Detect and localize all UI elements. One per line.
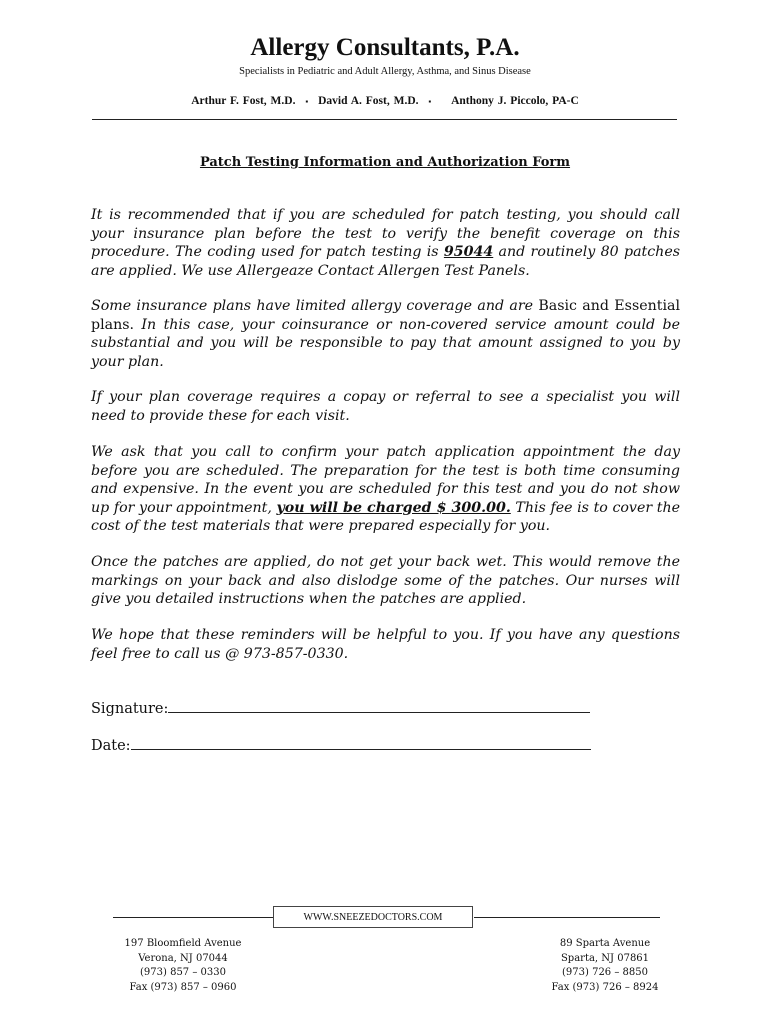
address-line: 89 Sparta Avenue [559, 938, 651, 949]
paragraph-limited-coverage [91, 297, 680, 371]
bullet-separator: ▪ [428, 96, 432, 106]
paragraph-text: Some insurance plans have limited allergy coverage and are [91, 298, 539, 314]
paragraph-copay: If your plan coverage requires a copay or referral to see a specialist you will need to provide these for each visit. [91, 389, 680, 424]
signature-line[interactable] [168, 698, 590, 713]
address-line: Verona, NJ 07044 [138, 952, 228, 964]
practice-subtitle: Specialists in Pediatric and Adult Allergy, Asthma, and Sinus Disease [239, 66, 531, 77]
form-title: Patch Testing Information and Authorization Form [199, 155, 571, 170]
paragraph-text: and routinely 80 patches are applied. We use Allergeaze Contact Allergen Test Panels. [91, 244, 680, 279]
verona-address [113, 937, 253, 995]
address-line: (973) 857 – 0330 [140, 967, 226, 978]
signature-label: Signature: [91, 701, 169, 717]
doctor-list [0, 95, 770, 107]
procedure-code: 95044 [443, 244, 494, 261]
address-line: 197 Bloomfield Avenue [124, 938, 242, 949]
header-divider [92, 119, 677, 120]
paragraph-text: We ask that you call to confirm your patch application appointment the day before you are scheduled. The preparation for the test is both time consuming and expensive. In the event you are scheduled for this test and you do not show up for your appointment, [91, 444, 680, 516]
paragraph-text: This fee is to cover the cost of the test materials that were prepared especially for you. [91, 499, 680, 535]
date-line[interactable] [131, 735, 591, 750]
date-field[interactable] [91, 735, 591, 754]
paragraph-text: In this case, your coinsurance or non-covered service amount could be substantial and you will be responsible to pay that amount assigned to you by your plan. [91, 316, 680, 370]
address-line: (973) 726 – 8850 [562, 967, 648, 978]
footer-rule-right [474, 917, 660, 918]
sparta-address [530, 937, 680, 995]
date-label: Date: [91, 738, 131, 754]
paragraph-text: It is recommended that if you are scheduled for patch testing, you should call your insurance plan before the test to verify the benefit coverage on this procedure. The coding used for patch testing is [91, 207, 680, 261]
plan-names: Basic and Essential plans. [91, 298, 680, 333]
bullet-separator: ▪ [305, 96, 309, 106]
doctor-name: Arthur F. Fost, M.D. [191, 95, 296, 107]
doctor-name: David A. Fost, M.D. [318, 95, 419, 107]
charge-notice: you will be charged $ 300.00. [276, 499, 511, 516]
paragraph-coverage [91, 206, 680, 280]
practice-name: Allergy Consultants, P.A. [250, 34, 520, 61]
address-line: Fax (973) 726 – 8924 [551, 981, 659, 993]
doctor-name: Anthony J. Piccolo, PA-C [451, 95, 579, 107]
signature-field[interactable] [91, 698, 590, 717]
address-line: Fax (973) 857 – 0960 [129, 981, 237, 993]
address-line: Sparta, NJ 07861 [560, 952, 650, 964]
website-box: WWW.SNEEZEDOCTORS.COM [273, 906, 473, 928]
paragraph-contact: We hope that these reminders will be helpful to you. If you have any questions feel free to call us @ 973-857-0330. [91, 627, 680, 662]
footer-rule-left [113, 917, 273, 918]
paragraph-cancellation [91, 443, 680, 536]
paragraph-aftercare: Once the patches are applied, do not get your back wet. This would remove the markings on your back and also dislodge some of the patches. Our nurses will give you detailed instructions when the patches are applied. [91, 554, 680, 608]
